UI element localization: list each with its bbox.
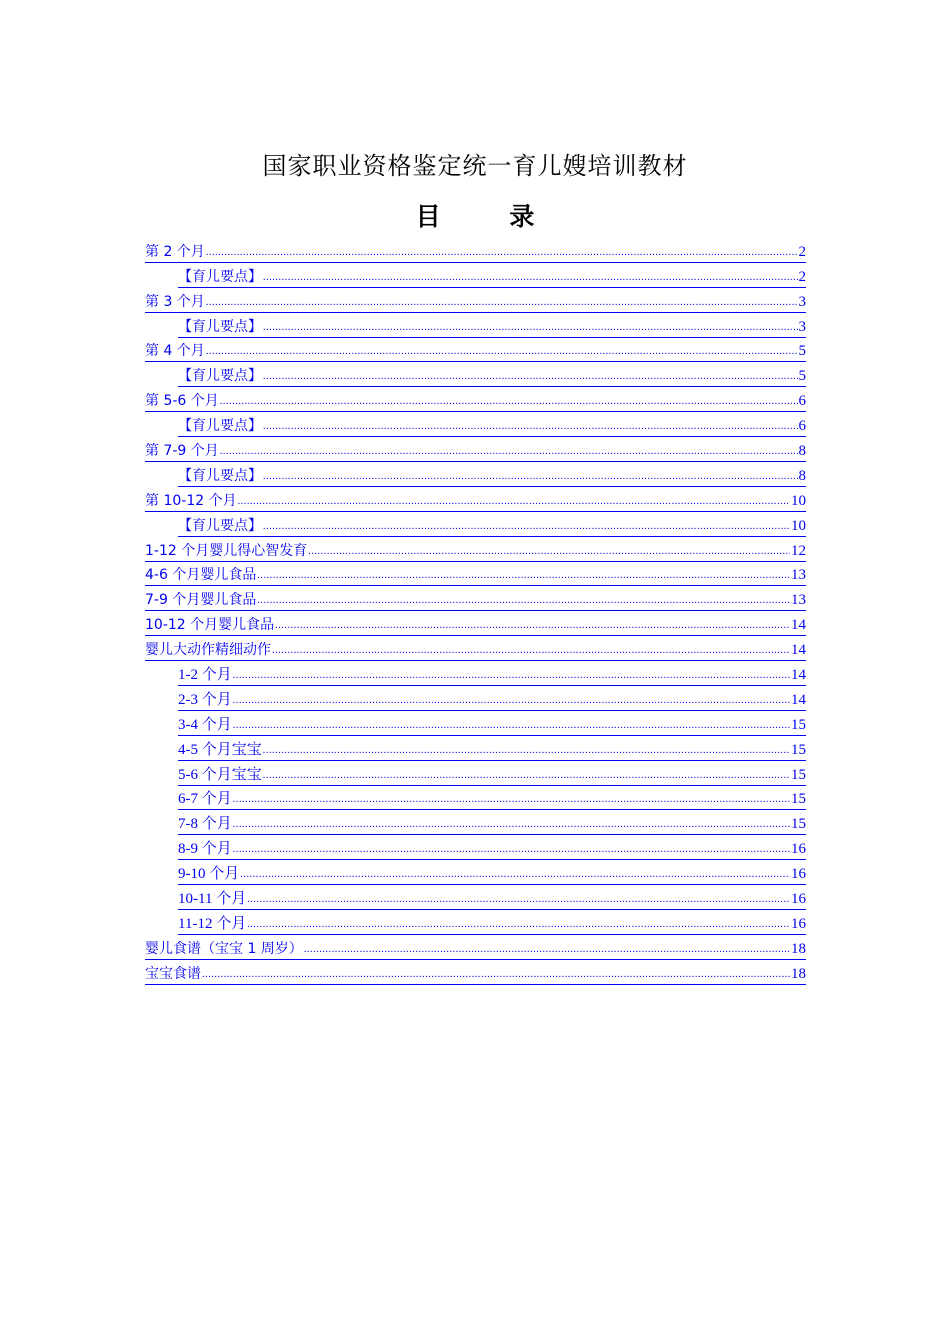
toc-dot-leader	[233, 720, 790, 732]
toc-page-number: 16	[791, 891, 806, 908]
toc-entry[interactable]	[178, 711, 806, 736]
toc-entry[interactable]	[178, 512, 806, 537]
toc-page-number: 2	[798, 268, 806, 285]
toc-page-number: 12	[791, 542, 806, 559]
toc-entry-label: 4-6 个月婴儿食品	[145, 567, 257, 584]
toc-entry-label: 婴儿大动作精细动作	[145, 642, 271, 659]
toc-page-number: 15	[791, 741, 806, 758]
toc-dot-leader	[263, 471, 798, 483]
toc-entry[interactable]	[178, 835, 806, 860]
toc-dot-leader	[308, 546, 790, 558]
toc-page-number: 10	[791, 517, 806, 534]
toc-entry-label: 第 5-6 个月	[145, 393, 219, 410]
toc-entry-label: 8-9 个月	[178, 841, 232, 858]
toc-entry-label: 第 4 个月	[145, 343, 205, 360]
toc-page-number: 15	[791, 766, 806, 783]
toc-dot-leader	[263, 272, 798, 284]
toc-page-number: 14	[791, 617, 806, 634]
toc-page-number: 14	[791, 642, 806, 659]
toc-page-number: 16	[791, 841, 806, 858]
toc-entry-label: 【育儿要点】	[178, 318, 262, 335]
toc-page-number: 2	[798, 243, 806, 260]
toc-page-number: 15	[791, 791, 806, 808]
toc-entry-label: 10-12 个月婴儿食品	[145, 617, 275, 634]
toc-entry[interactable]	[145, 288, 806, 313]
toc-dot-leader	[257, 595, 790, 607]
toc-entry[interactable]	[145, 238, 806, 263]
toc-entry-label: 3-4 个月	[178, 716, 232, 733]
toc-entry-label: 宝宝食谱	[145, 965, 201, 982]
toc-entry-label: 第 10-12 个月	[145, 492, 237, 509]
toc-entry-label: 6-7 个月	[178, 791, 232, 808]
toc-dot-leader	[275, 620, 790, 632]
toc-page-number: 16	[791, 915, 806, 932]
toc-page-number: 8	[798, 443, 806, 460]
toc-dot-leader	[263, 322, 798, 334]
toc-dot-leader	[220, 396, 798, 408]
toc-entry-label: 7-8 个月	[178, 816, 232, 833]
toc-entry[interactable]	[178, 761, 806, 786]
toc-dot-leader	[263, 371, 798, 383]
toc-entry-label: 【育儿要点】	[178, 368, 262, 385]
toc-entry[interactable]	[178, 462, 806, 487]
toc-dot-leader	[206, 247, 798, 259]
toc-entry[interactable]	[178, 736, 806, 761]
toc-dot-leader	[263, 745, 790, 757]
toc-dot-leader	[247, 919, 790, 931]
toc-entry[interactable]	[178, 686, 806, 711]
toc-dot-leader	[263, 770, 790, 782]
toc-entry[interactable]	[145, 387, 806, 412]
toc-page-number: 18	[791, 965, 806, 982]
toc-page-number: 8	[798, 467, 806, 484]
toc-dot-leader	[304, 944, 790, 956]
toc-entry-label: 第 2 个月	[145, 243, 205, 260]
toc-entry[interactable]	[178, 786, 806, 811]
toc-entry-label: 7-9 个月婴儿食品	[145, 592, 257, 609]
toc-entry-label: 1-2 个月	[178, 667, 232, 684]
toc-page-number: 5	[798, 368, 806, 385]
toc-entry[interactable]	[178, 860, 806, 885]
toc-dot-leader	[257, 570, 790, 582]
toc-entry[interactable]	[145, 487, 806, 512]
toc-dot-leader	[263, 421, 798, 433]
toc-entry[interactable]	[178, 412, 806, 437]
toc-entry[interactable]	[178, 313, 806, 338]
toc-page-number: 14	[791, 667, 806, 684]
toc-page-number: 3	[798, 293, 806, 310]
toc-dot-leader	[206, 346, 798, 358]
toc-entry-label: 【育儿要点】	[178, 517, 262, 534]
toc-page-number: 15	[791, 716, 806, 733]
toc-entry[interactable]	[145, 586, 806, 611]
toc-entry[interactable]	[145, 437, 806, 462]
toc-page-number: 18	[791, 940, 806, 957]
toc-entry[interactable]	[145, 562, 806, 587]
toc-page-number: 5	[798, 343, 806, 360]
toc-entry-label: 【育儿要点】	[178, 467, 262, 484]
toc-entry[interactable]	[178, 885, 806, 910]
toc-entry[interactable]	[178, 263, 806, 288]
toc-dot-leader	[233, 794, 790, 806]
toc-dot-leader	[247, 894, 790, 906]
toc-entry-label: 10-11 个月	[178, 891, 247, 908]
toc-dot-leader	[240, 869, 790, 881]
toc-dot-leader	[220, 446, 798, 458]
toc-entry-label: 第 7-9 个月	[145, 443, 219, 460]
toc-page-number: 10	[791, 492, 806, 509]
toc-page-number: 13	[791, 567, 806, 584]
toc-entry-label: 1-12 个月婴儿得心智发育	[145, 542, 308, 559]
toc-entry[interactable]	[178, 362, 806, 387]
toc-entry-label: 9-10 个月	[178, 866, 240, 883]
toc-entry-label: 11-12 个月	[178, 915, 247, 932]
toc-dot-leader	[233, 695, 790, 707]
toc-entry-label: 5-6 个月宝宝	[178, 766, 262, 783]
toc-entry[interactable]	[145, 611, 806, 636]
toc-dot-leader	[233, 670, 790, 682]
toc-entry[interactable]	[178, 910, 806, 935]
document-title: 国家职业资格鉴定统一育儿嫂培训教材	[262, 152, 688, 180]
toc-entry-label: 婴儿食谱（宝宝 1 周岁）	[145, 940, 303, 957]
toc-entry[interactable]	[145, 537, 806, 562]
toc-page-number: 15	[791, 816, 806, 833]
toc-dot-leader	[238, 496, 790, 508]
toc-page-number: 16	[791, 866, 806, 883]
toc-page-number: 3	[798, 318, 806, 335]
toc-page-number: 6	[798, 393, 806, 410]
toc-entry[interactable]	[145, 935, 806, 960]
toc-entry[interactable]	[178, 810, 806, 835]
toc-dot-leader	[206, 297, 798, 309]
toc-page-number: 13	[791, 592, 806, 609]
toc-entry[interactable]	[145, 960, 806, 985]
toc-entry-label: 【育儿要点】	[178, 418, 262, 435]
toc-entry-label: 4-5 个月宝宝	[178, 741, 262, 758]
toc-dot-leader	[263, 521, 790, 533]
toc-entry[interactable]	[178, 661, 806, 686]
toc-dot-leader	[202, 969, 790, 981]
toc-entry-label: 2-3 个月	[178, 691, 232, 708]
toc-dot-leader	[233, 819, 790, 831]
toc-page-number: 14	[791, 691, 806, 708]
toc-entry-label: 第 3 个月	[145, 293, 205, 310]
toc-entry[interactable]	[145, 636, 806, 661]
toc-dot-leader	[233, 844, 790, 856]
toc-entry[interactable]	[145, 338, 806, 363]
toc-page-number: 6	[798, 418, 806, 435]
toc-entry-label: 【育儿要点】	[178, 268, 262, 285]
toc-heading: 目 录	[415, 202, 565, 231]
table-of-contents	[145, 238, 806, 985]
toc-dot-leader	[272, 645, 790, 657]
